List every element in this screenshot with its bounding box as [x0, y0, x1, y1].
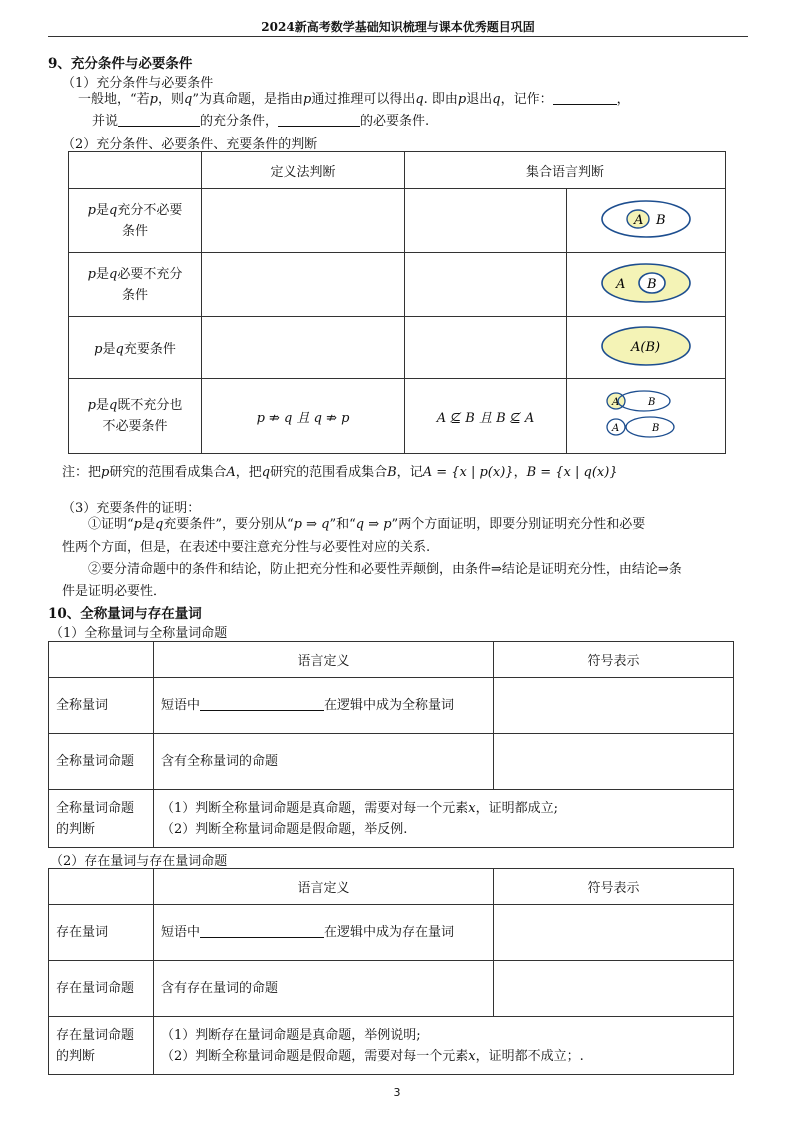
definition-cell-neither: p ⇏ q 且 q ⇏ p	[202, 379, 405, 454]
set-language-cell[interactable]	[405, 253, 567, 317]
svg-text:B: B	[647, 276, 657, 292]
venn-cell	[567, 379, 726, 454]
existential-judgment-content: （1）判断存在量词命题是真命题，举例说明; （2）判断全称量词命题是假命题，需要对每一个元素x，证明都不成立；.	[154, 1017, 734, 1075]
section-9-sub2: （2）充分条件、必要条件、充要条件的判断	[62, 137, 318, 152]
svg-text:B: B	[648, 397, 656, 408]
row-label-necessary-and-sufficient: p是q充要条件	[69, 317, 202, 379]
table-corner-cell	[49, 869, 154, 905]
existential-quantifier-blank[interactable]	[200, 924, 324, 938]
proof-point-2-line-2: 件是证明必要性．	[62, 584, 167, 599]
table-row	[49, 961, 734, 1017]
venn-cell	[567, 253, 726, 317]
svg-text:A(B): A(B)	[631, 339, 661, 355]
svg-text:A: A	[612, 423, 620, 434]
definition-line-1: 一般地，“若p，则q”为真命题，是指由p通过推理可以得出q. 即由p退出q，记作： ，	[78, 92, 630, 107]
section-9-sub1: （1）充分条件与必要条件	[62, 76, 214, 91]
definition-cell[interactable]	[202, 317, 405, 379]
header-rule	[48, 36, 748, 37]
row-label-necessary-not-sufficient: p是q必要不充分 条件	[69, 253, 202, 317]
set-language-cell[interactable]	[405, 317, 567, 379]
section-9-title: 9、充分条件与必要条件	[48, 56, 193, 72]
universal-proposition-definition: 含有全称量词的命题	[154, 734, 494, 790]
universal-quantifier-definition: 短语中 在逻辑中成为全称量词	[154, 678, 494, 734]
venn-b-subset-a-icon	[598, 260, 694, 306]
condition-judgment-table	[68, 151, 726, 454]
svg-text:B: B	[652, 423, 660, 434]
symbol-cell[interactable]	[494, 905, 734, 961]
svg-text:B: B	[656, 212, 666, 228]
table-corner-cell	[49, 642, 154, 678]
svg-text:A: A	[634, 212, 644, 228]
venn-neither-icon	[598, 387, 694, 441]
table-row	[49, 678, 734, 734]
svg-text:A: A	[612, 397, 620, 408]
header-language-definition: 语言定义	[154, 869, 494, 905]
venn-cell	[567, 189, 726, 253]
existential-proposition-definition: 含有存在量词的命题	[154, 961, 494, 1017]
definition-cell[interactable]	[202, 253, 405, 317]
set-note: 注：把p研究的范围看成集合A，把q研究的范围看成集合B，记A = {x | p(x)}，B = {x | q(x)}	[62, 465, 618, 480]
universal-quantifier-blank[interactable]	[200, 697, 324, 711]
svg-text:A: A	[616, 276, 626, 292]
page-number: 3	[393, 1086, 401, 1099]
section-10-sub1: （1）全称量词与全称量词命题	[50, 626, 228, 641]
symbol-cell[interactable]	[494, 678, 734, 734]
row-label-neither: p是q既不充分也 不必要条件	[69, 379, 202, 454]
table-row	[69, 317, 726, 379]
set-language-cell-neither: A ⊈ B 且 B ⊈ A	[405, 379, 567, 454]
proof-point-1-line-1: ①证明“p是q充要条件”，要分别从“p ⇒ q”和“q ⇒ p”两个方面证明，即要分别证明充分性和必要	[88, 517, 646, 532]
proof-point-2-line-1: ②要分清命题中的条件和结论，防止把充分性和必要性弄颠倒，由条件⇒结论是证明充分性，由结论⇒条	[88, 562, 682, 577]
table-row	[49, 905, 734, 961]
row-label-existential-proposition: 存在量词命题	[49, 961, 154, 1017]
row-label-existential-quantifier: 存在量词	[49, 905, 154, 961]
row-label-universal-quantifier: 全称量词	[49, 678, 154, 734]
necessary-blank[interactable]	[278, 113, 360, 127]
existential-quantifier-definition: 短语中 在逻辑中成为存在量词	[154, 905, 494, 961]
header-symbol: 符号表示	[494, 869, 734, 905]
existential-quantifier-table	[48, 868, 734, 1075]
proof-point-1-line-2: 性两个方面，但是，在表述中要注意充分性与必要性对应的关系.	[62, 540, 431, 555]
row-label-universal-proposition: 全称量词命题	[49, 734, 154, 790]
definition-line-2: 并说 的充分条件， 的必要条件.	[92, 114, 430, 129]
table-row	[49, 1017, 734, 1075]
section-10-title: 10、全称量词与存在量词	[48, 606, 202, 622]
table-row	[69, 253, 726, 317]
table-row	[69, 379, 726, 454]
table-row	[69, 189, 726, 253]
row-label-sufficient-not-necessary: p是q充分不必要 条件	[69, 189, 202, 253]
table-row	[49, 790, 734, 848]
notation-blank[interactable]	[553, 91, 617, 105]
page-header-title: 2024新高考数学基础知识梳理与课本优秀题目巩固	[261, 20, 535, 34]
sufficient-blank[interactable]	[118, 113, 200, 127]
header-set-language: 集合语言判断	[405, 152, 726, 189]
table-corner-cell	[69, 152, 202, 189]
universal-judgment-content: （1）判断全称量词命题是真命题，需要对每一个元素x，证明都成立; （2）判断全称量词命题是假命题，举反例.	[154, 790, 734, 848]
row-label-existential-judgment: 存在量词命题 的判断	[49, 1017, 154, 1075]
row-label-universal-judgment: 全称量词命题 的判断	[49, 790, 154, 848]
venn-a-subset-b-icon	[598, 197, 694, 241]
table-row	[49, 734, 734, 790]
venn-a-equals-b-icon	[598, 323, 694, 369]
universal-quantifier-table	[48, 641, 734, 848]
section-10-sub2: （2）存在量词与存在量词命题	[50, 854, 228, 869]
venn-cell	[567, 317, 726, 379]
definition-cell[interactable]	[202, 189, 405, 253]
symbol-cell[interactable]	[494, 734, 734, 790]
header-language-definition: 语言定义	[154, 642, 494, 678]
header-symbol: 符号表示	[494, 642, 734, 678]
section-9-sub3: （3）充要条件的证明：	[62, 501, 201, 516]
header-definition-method: 定义法判断	[202, 152, 405, 189]
symbol-cell[interactable]	[494, 961, 734, 1017]
set-language-cell[interactable]	[405, 189, 567, 253]
